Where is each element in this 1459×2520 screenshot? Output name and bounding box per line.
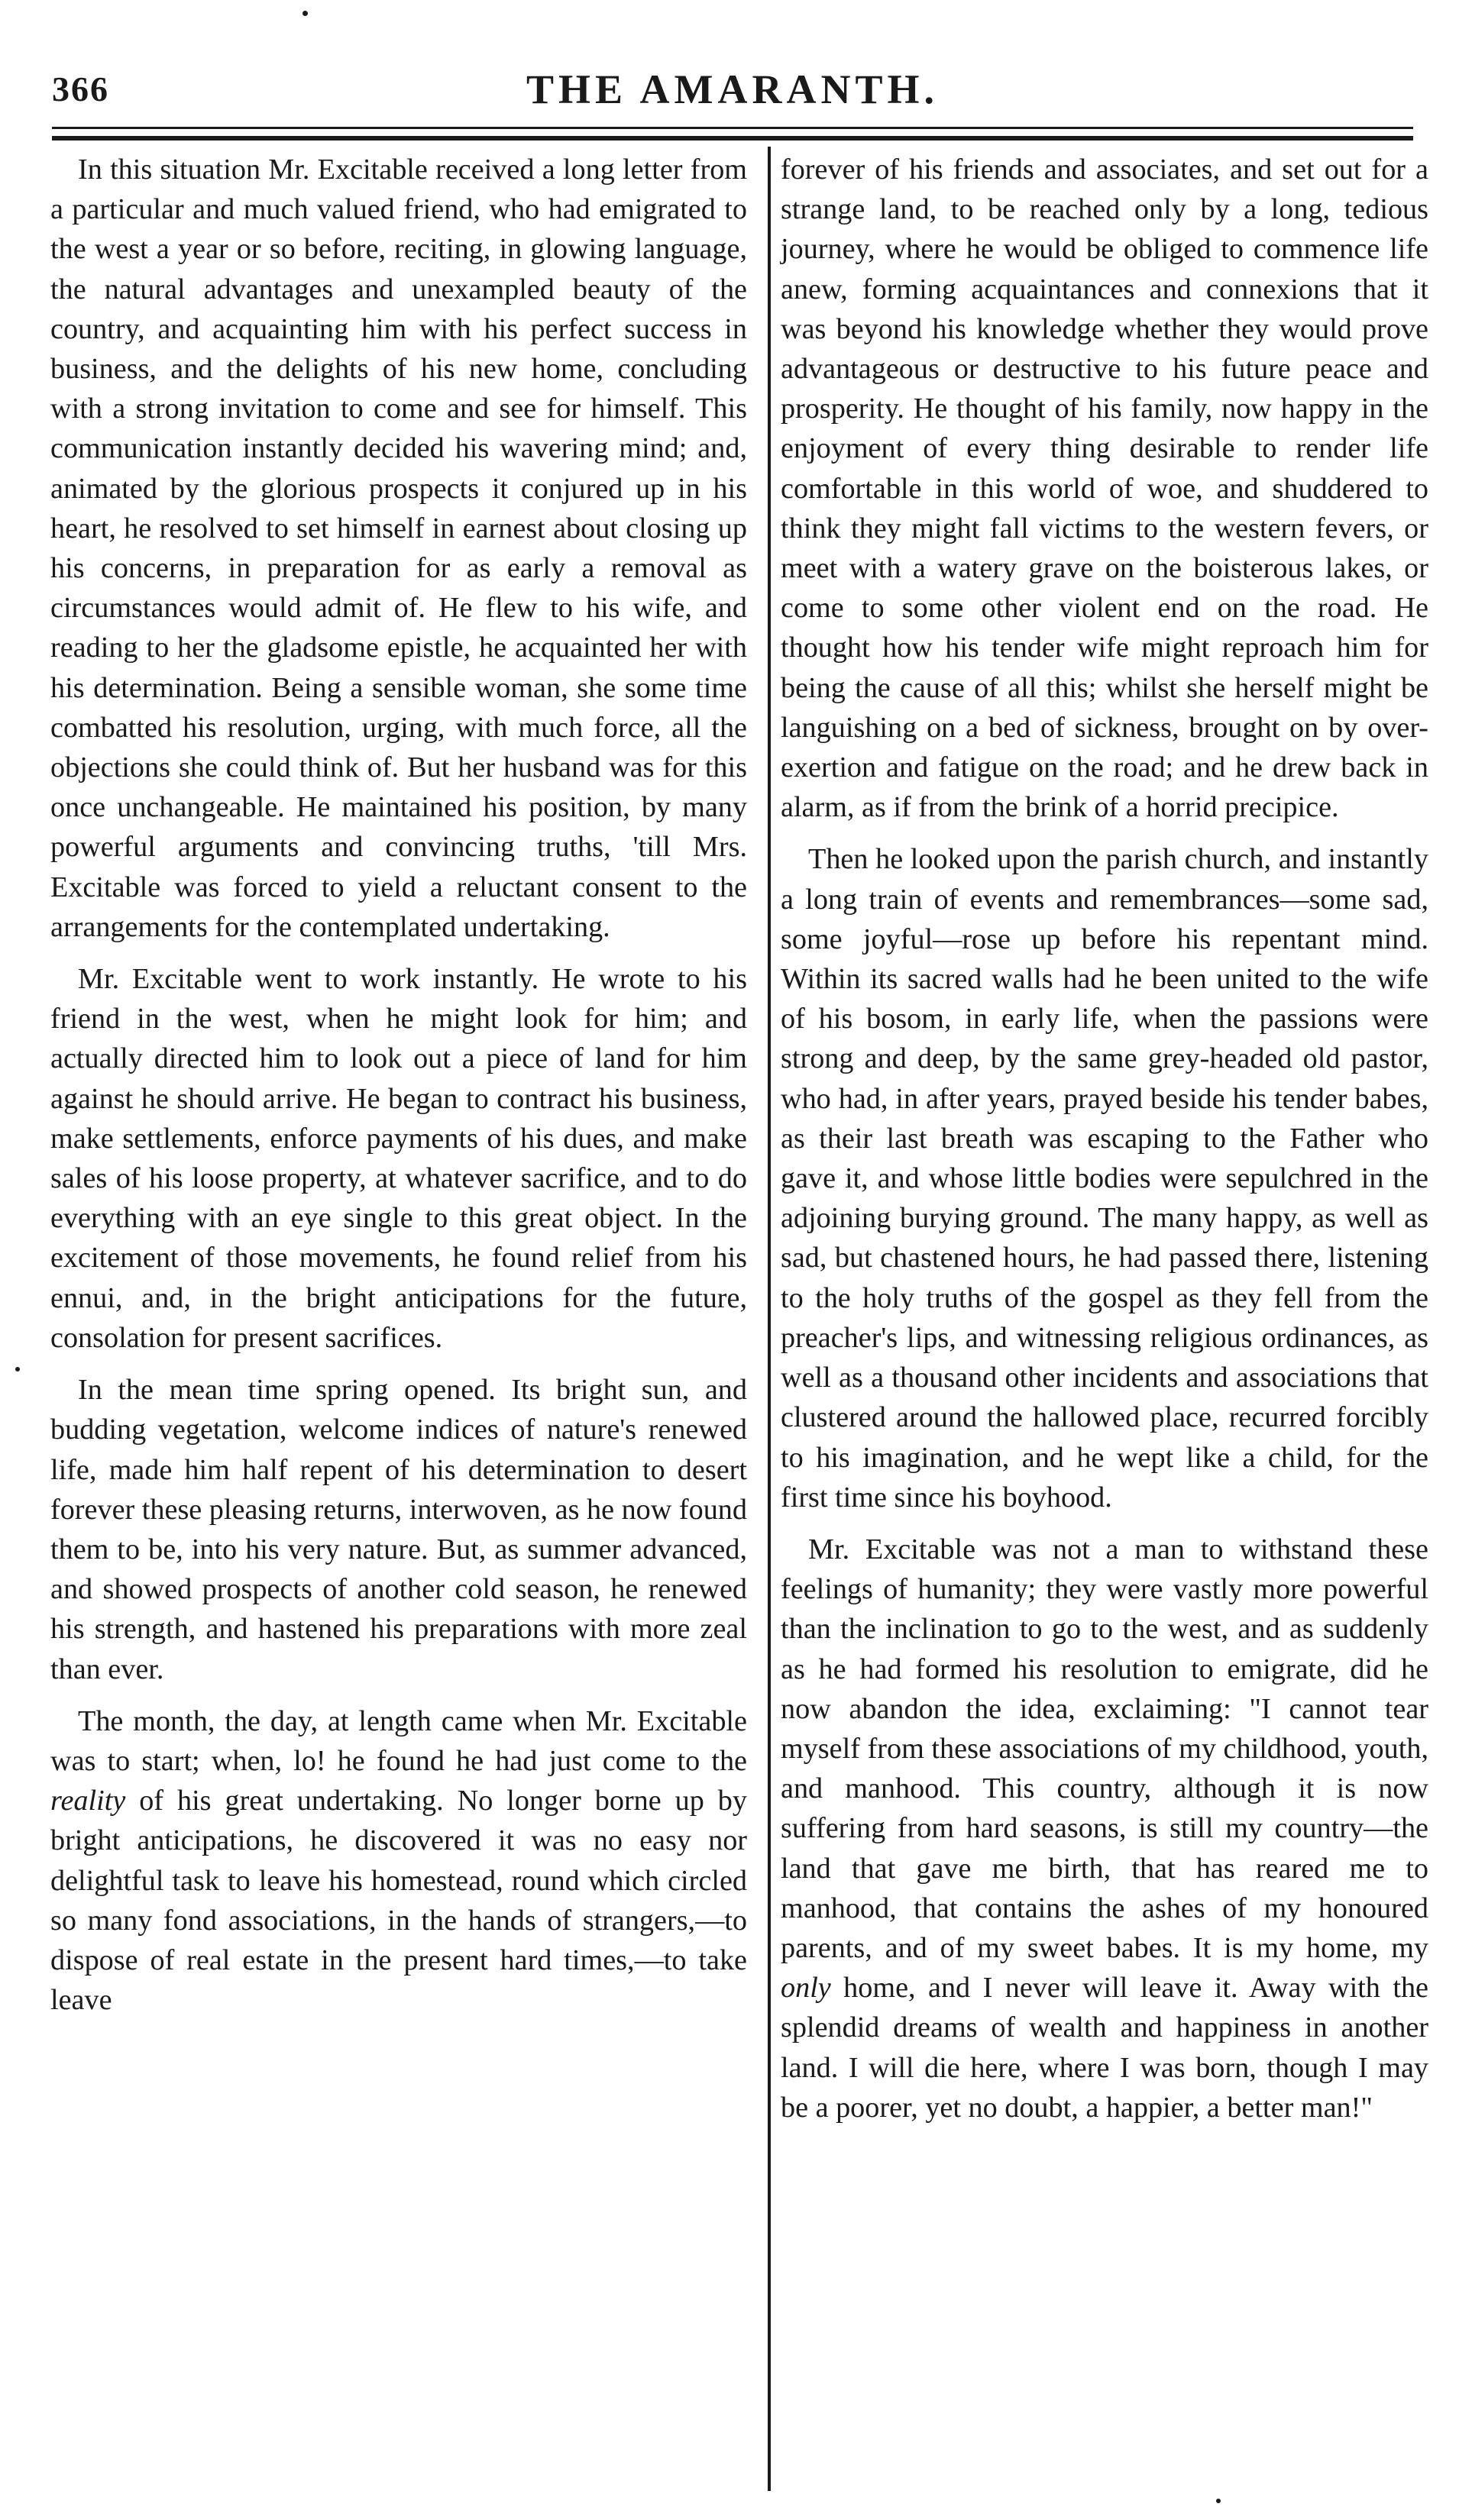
column-divider xyxy=(768,147,771,2491)
page-number: 366 xyxy=(52,69,109,108)
text-run: of his great undertaking. No longer borne up by bright anticipations, he discovered it was no easy nor delightful task to leave his homestead, round which circled so many fond associations, in the hands of strangers,—to dispose of real estate in the present hard times,—to take leave xyxy=(50,1785,747,2017)
paragraph xyxy=(50,1701,747,2021)
print-speck xyxy=(302,11,308,16)
print-speck xyxy=(1216,2499,1221,2503)
paragraph xyxy=(781,1530,1428,2127)
emphasis-text: only xyxy=(781,1972,831,2005)
header-rule-thin xyxy=(52,127,1413,129)
paragraph-continued: forever of his friends and associates, and set out for a strange land, to be reached only by a long, tedious journey, where he would be obliged to commence life anew, forming acquaintances and connexions that it was beyond his knowledge whether they would prove advantageous or destructive to his future peace and prosperity. He thought of his family, now happy in the enjoyment of every thing desirable to render life comfortable in this world of woe, and shuddered to think they might fall victims to the western fevers, or meet with a watery grave on the boisterous lakes, or come to some other violent end on the road. He thought how his tender wife might reproach him for being the cause of all this; whilst she herself might be languishing on a bed of sickness, brought on by over-exertion and fatigue on the road; and he drew back in alarm, as if from the brink of a horrid precipice. xyxy=(781,153,1428,824)
text-run: Mr. Excitable was not a man to withstand these feelings of humanity; they were vastly more powerful than the inclination to go to the west, and as suddenly as he had formed his resolution to emigrate, did he now abandon the idea, exclaiming: "I cannot tear myself from these associations of my childhood, youth, and manhood. This country, although it is now suffering from hard seasons, is still my country—the land that gave me birth, that has reared me to manhood, that contains the ashes of my honoured parents, and of my sweet babes. It is my home, my xyxy=(781,1533,1428,1964)
running-title: THE AMARANTH. xyxy=(526,66,940,112)
right-column xyxy=(781,150,1428,2140)
header-rule-thick xyxy=(52,136,1413,141)
left-column xyxy=(50,150,747,2032)
text-run: The month, the day, at length came when Mr. Excitable was to start; when, lo! he found he had just come to the xyxy=(50,1704,747,1777)
text-run: home, and I never will leave it. Away with the splendid dreams of wealth and happiness in another land. I will die here, where I was born, though I may be a poorer, yet no doubt, a happier, a better man!" xyxy=(781,1972,1428,2124)
emphasis-text: reality xyxy=(50,1785,126,1817)
paragraph: In the mean time spring opened. Its bright sun, and budding vegetation, welcome indices of nature's renewed life, made him half repent of his determination to desert forever these pleasing returns, interwoven, as he now found them to be, into his very nature. But, as summer advanced, and showed prospects of another cold season, he renewed his strength, and hastened his preparations with more zeal than ever. xyxy=(50,1374,747,1685)
paragraph: In this situation Mr. Excitable received a long letter from a particular and much valued friend, who had emigrated to the west a year or so before, reciting, in glowing language, the natural advantages and unexampled beauty of the country, and acquainting him with his perfect success in business, and the delights of his new home, concluding with a strong invitation to come and see for himself. This communication instantly decided his wavering mind; and, animated by the glorious prospects it conjured up in his heart, he resolved to set himself in earnest about closing up his concerns, in preparation for as early a removal as circumstances would admit of. He flew to his wife, and reading to her the gladsome epistle, he acquainted her with his determination. Being a sensible woman, she some time combatted his resolution, urging, with much force, all the objections she could think of. But her husband was for this once unchangeable. He maintained his position, by many powerful arguments and convincing truths, 'till Mrs. Excitable was forced to yield a reluctant consent to the arrangements for the contemplated undertaking. xyxy=(50,153,747,943)
page-header xyxy=(52,63,1413,131)
print-speck xyxy=(15,1367,20,1371)
paragraph: Then he looked upon the parish church, and instantly a long train of events and remembrances—some sad, some joyful—rose up before his repentant mind. Within its sacred walls had he been united to the wife of his bosom, in early life, when the passions were strong and deep, by the same grey-headed old pastor, who had, in after years, prayed beside his tender babes, as their last breath was escaping to the Father who gave it, and whose little bodies were sepulchred in the adjoining burying ground. The many happy, as well as sad, but chastened hours, he had passed there, listening to the holy truths of the gospel as they fell from the preacher's lips, and witnessing religious ordinances, as well as a thousand other incidents and associations that clustered around the hallowed place, recurred forcibly to his imagination, and he wept like a child, for the first time since his boyhood. xyxy=(781,843,1428,1514)
paragraph: Mr. Excitable went to work instantly. He wrote to his friend in the west, when he might look for him; and actually directed him to look out a piece of land for him against he should arrive. He began to contract his business, make settlements, enforce payments of his dues, and make sales of his loose property, at whatever sacrifice, and to do everything with an eye single to this great object. In the excitement of those movements, he found relief from his ennui, and, in the bright anticipations for the future, consolation for present sacrifices. xyxy=(50,963,747,1354)
